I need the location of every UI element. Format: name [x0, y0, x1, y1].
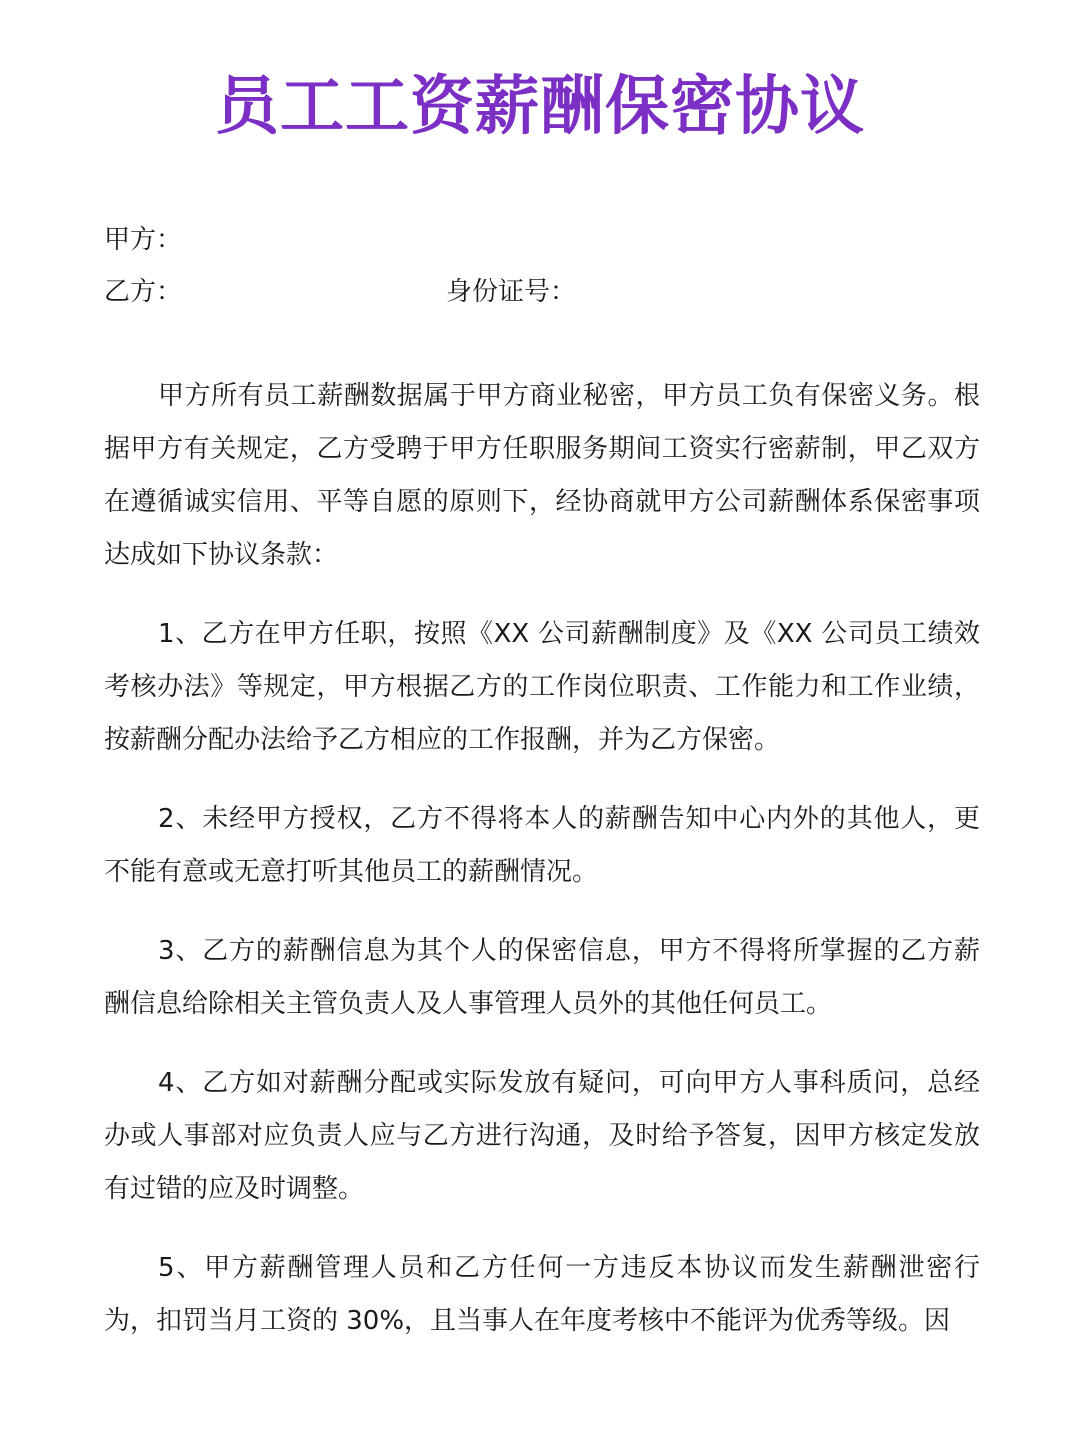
parties-section [104, 214, 984, 318]
clause-4: 4、乙方如对薪酬分配或实际发放有疑问，可向甲方人事科质问，总经办或人事部对应负责人应与乙方进行沟通，及时给予答复，因甲方核定发放有过错的应及时调整。 [104, 1068, 980, 1204]
party-b-row [104, 266, 984, 318]
party-a-row [104, 214, 984, 266]
intro-paragraph: 甲方所有员工薪酬数据属于甲方商业秘密，甲方员工负有保密义务。根据甲方有关规定，乙方受聘于甲方任职服务期间工资实行密薪制，甲乙双方在遵循诚实信用、平等自愿的原则下，经协商就甲方公司薪酬体系保密事项达成如下协议条款： [104, 381, 980, 570]
clause-3: 3、乙方的薪酬信息为其个人的保密信息，甲方不得将所掌握的乙方薪酬信息给除相关主管负责人及人事管理人员外的其他任何员工。 [104, 936, 980, 1019]
agreement-body [104, 370, 980, 1348]
clause-1: 1、乙方在甲方任职，按照《XX 公司薪酬制度》及《XX 公司员工绩效考核办法》等规定，甲方根据乙方的工作岗位职责、工作能力和工作业绩，按薪酬分配办法给予乙方相应的工作报酬，并为乙方保密。 [104, 619, 980, 755]
clause-5: 5、甲方薪酬管理人员和乙方任何一方违反本协议而发生薪酬泄密行为，扣罚当月工资的 30%，且当事人在年度考核中不能评为优秀等级。因 [104, 1253, 980, 1336]
clause-2: 2、未经甲方授权，乙方不得将本人的薪酬告知中心内外的其他人，更不能有意或无意打听其他员工的薪酬情况。 [104, 804, 980, 887]
id-number-label: 身份证号： [446, 277, 577, 307]
party-a-label: 甲方： [104, 225, 183, 255]
document-title: 员工工资薪酬保密协议 [215, 70, 865, 144]
party-b-label: 乙方： [104, 277, 183, 307]
